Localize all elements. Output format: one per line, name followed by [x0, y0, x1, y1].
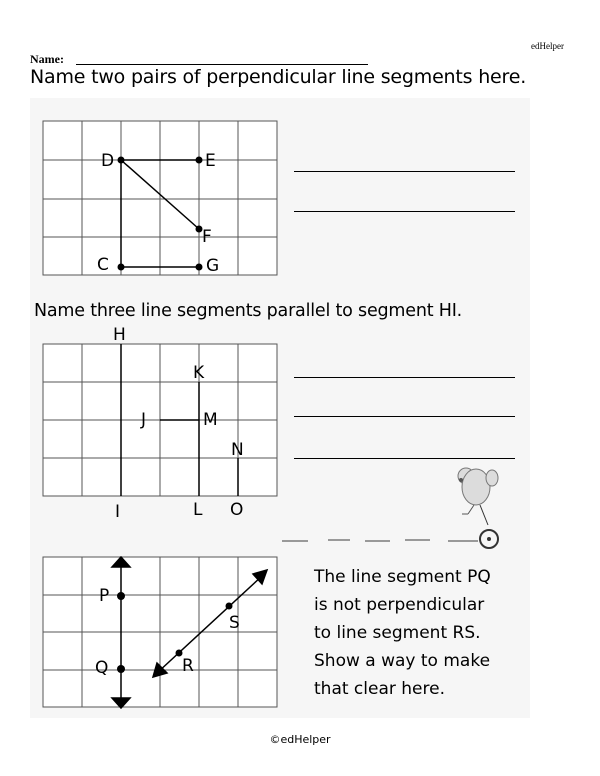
label-i: I: [115, 502, 121, 522]
point-d: [118, 157, 125, 164]
label-s: S: [229, 613, 240, 633]
label-j: J: [141, 410, 147, 430]
answer-line-4[interactable]: [294, 416, 515, 417]
label-e: E: [205, 151, 216, 171]
footer-copyright: ©edHelper: [269, 733, 331, 746]
label-d: D: [101, 151, 115, 171]
point-s: [226, 603, 233, 610]
section3-line: to line segment RS.: [314, 623, 481, 643]
point-c: [118, 264, 125, 271]
point-q: [117, 665, 125, 673]
label-m: M: [203, 410, 218, 430]
answer-line-2[interactable]: [294, 211, 515, 212]
point-g: [196, 264, 203, 271]
point-e: [196, 157, 203, 164]
label-k: K: [193, 363, 205, 383]
point-p: [117, 592, 125, 600]
label-g: G: [206, 256, 220, 276]
section3-line: The line segment PQ: [314, 567, 491, 587]
section3-instruction: [314, 563, 534, 703]
label-c: C: [97, 255, 109, 275]
label-n: N: [231, 440, 244, 460]
section2-instruction: Name three line segments parallel to segment HI.: [34, 301, 463, 321]
section1-instruction: Name two pairs of perpendicular line segments here.: [30, 66, 527, 88]
grid-1: [43, 121, 277, 275]
label-r: R: [182, 656, 194, 676]
section3-line: is not perpendicular: [314, 595, 485, 615]
label-q: Q: [95, 658, 109, 678]
grid-3: [43, 557, 277, 707]
section3-line: Show a way to make: [314, 651, 491, 671]
label-o: O: [230, 500, 244, 520]
section3-line: that clear here.: [314, 679, 445, 699]
mouse-unicycle-illustration: [458, 468, 498, 548]
answer-line-1[interactable]: [294, 171, 515, 172]
answer-line-3[interactable]: [294, 377, 515, 378]
answer-line-5[interactable]: [294, 458, 515, 459]
name-label: Name:: [30, 52, 64, 66]
label-f: F: [202, 227, 212, 247]
label-h: H: [113, 325, 126, 345]
unicycle-track: [282, 540, 478, 541]
label-l: L: [193, 500, 203, 520]
label-p: P: [99, 586, 110, 606]
brand-header: edHelper: [531, 41, 564, 51]
